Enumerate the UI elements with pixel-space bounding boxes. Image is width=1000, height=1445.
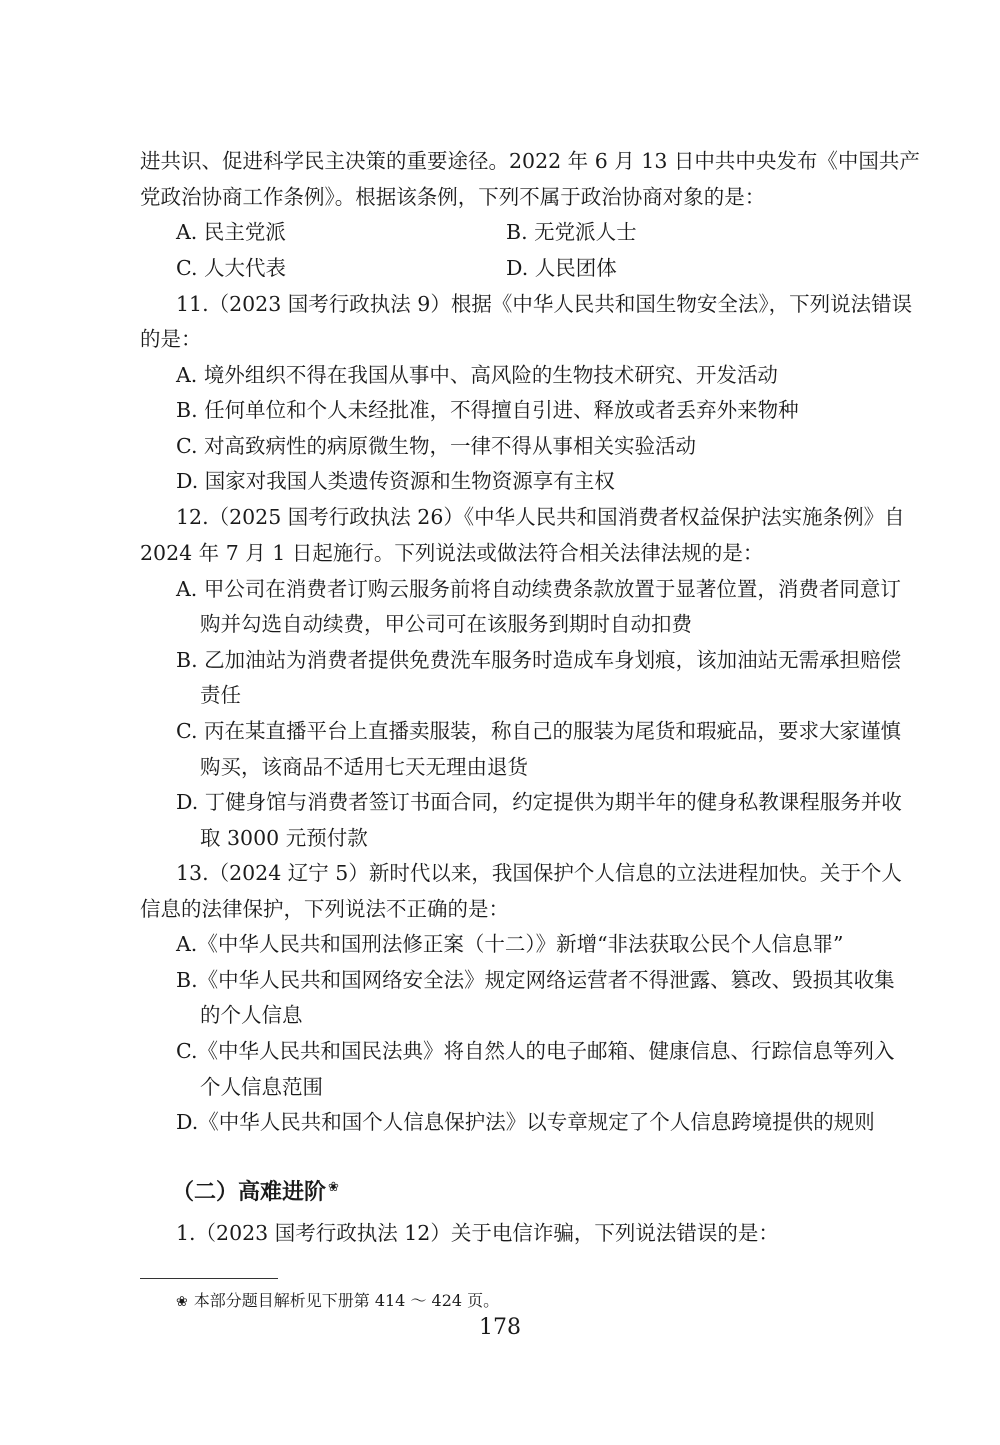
q10-option-b: B. 无党派人士 <box>506 220 637 244</box>
q11-option-b: B. 任何单位和个人未经批准，不得擅自引进、释放或者丢弃外来物种 <box>176 398 799 422</box>
q12-stem-line-1: 12.（2025 国考行政执法 26）《中华人民共和国消费者权益保护法实施条例》自 <box>176 505 905 529</box>
q11-stem-line-2: 的是： <box>140 327 202 351</box>
q11-option-c: C. 对高致病性的病原微生物，一律不得从事相关实验活动 <box>176 434 696 458</box>
q13-option-c-line-1: C.《中华人民共和国民法典》将自然人的电子邮箱、健康信息、行踪信息等列入 <box>176 1039 895 1063</box>
q10-option-a: A. 民主党派 <box>176 220 286 244</box>
page-number: 178 <box>479 1315 521 1340</box>
q12-option-c-line-1: C. 丙在某直播平台上直播卖服装，称自己的服装为尾货和瑕疵品，要求大家谨慎 <box>176 719 901 743</box>
q13-option-d: D.《中华人民共和国个人信息保护法》以专章规定了个人信息跨境提供的规则 <box>176 1110 875 1134</box>
q13-option-b-line-2: 的个人信息 <box>200 1003 303 1027</box>
q13-stem-line-1: 13.（2024 辽宁 5）新时代以来，我国保护个人信息的立法进程加快。关于个人 <box>176 861 902 885</box>
q12-option-b-line-1: B. 乙加油站为消费者提供免费洗车服务时造成车身划痕，该加油站无需承担赔偿 <box>176 648 902 672</box>
q12-stem-line-2: 2024 年 7 月 1 日起施行。下列说法或做法符合相关法律法规的是： <box>140 541 764 565</box>
q10-text-line-2: 党政治协商工作条例》。根据该条例，下列不属于政治协商对象的是： <box>140 185 766 209</box>
q10-option-c: C. 人大代表 <box>176 256 286 280</box>
footnote-text: 本部分题目解析见下册第 414 ～ 424 页。 <box>193 1291 500 1310</box>
q12-option-a-line-2: 购并勾选自动续费，甲公司可在该服务到期时自动扣费 <box>200 612 692 636</box>
q12-option-b-line-2: 责任 <box>200 683 241 707</box>
section2-q1-stem: 1.（2023 国考行政执法 12）关于电信诈骗，下列说法错误的是： <box>176 1221 779 1245</box>
q11-option-a: A. 境外组织不得在我国从事中、高风险的生物技术研究、开发活动 <box>176 363 778 387</box>
q13-option-c-line-2: 个人信息范围 <box>200 1075 323 1099</box>
footnote-divider <box>140 1278 278 1279</box>
flower-footnote-mark-icon: ❀ <box>328 1179 339 1195</box>
q12-option-d-line-2: 取 3000 元预付款 <box>200 826 368 850</box>
q12-option-d-line-1: D. 丁健身馆与消费者签订书面合同，约定提供为期半年的健身私教课程服务并收 <box>176 790 902 814</box>
section-heading-text: （二）高难进阶 <box>172 1180 327 1205</box>
q12-option-c-line-2: 购买，该商品不适用七天无理由退货 <box>200 755 528 779</box>
q11-stem-line-1: 11.（2023 国考行政执法 9）根据《中华人民共和国生物安全法》，下列说法错误 <box>176 292 913 316</box>
q10-option-d: D. 人民团体 <box>506 256 617 280</box>
q13-option-a: A.《中华人民共和国刑法修正案（十二）》新增“非法获取公民个人信息罪” <box>176 932 844 956</box>
q12-option-a-line-1: A. 甲公司在消费者订购云服务前将自动续费条款放置于显著位置，消费者同意订 <box>176 577 901 601</box>
q11-option-d: D. 国家对我国人类遗传资源和生物资源享有主权 <box>176 469 615 493</box>
q13-option-b-line-1: B.《中华人民共和国网络安全法》规定网络运营者不得泄露、篡改、毁损其收集 <box>176 968 895 992</box>
q10-text-line-1: 进共识、促进科学民主决策的重要途径。2022 年 6 月 13 日中共中央发布《中国共产 <box>140 149 920 173</box>
flower-footnote-icon: ❀ <box>176 1294 188 1310</box>
footnote <box>176 1289 499 1314</box>
q13-stem-line-2: 信息的法律保护，下列说法不正确的是： <box>140 897 509 921</box>
section-heading <box>172 1178 339 1208</box>
